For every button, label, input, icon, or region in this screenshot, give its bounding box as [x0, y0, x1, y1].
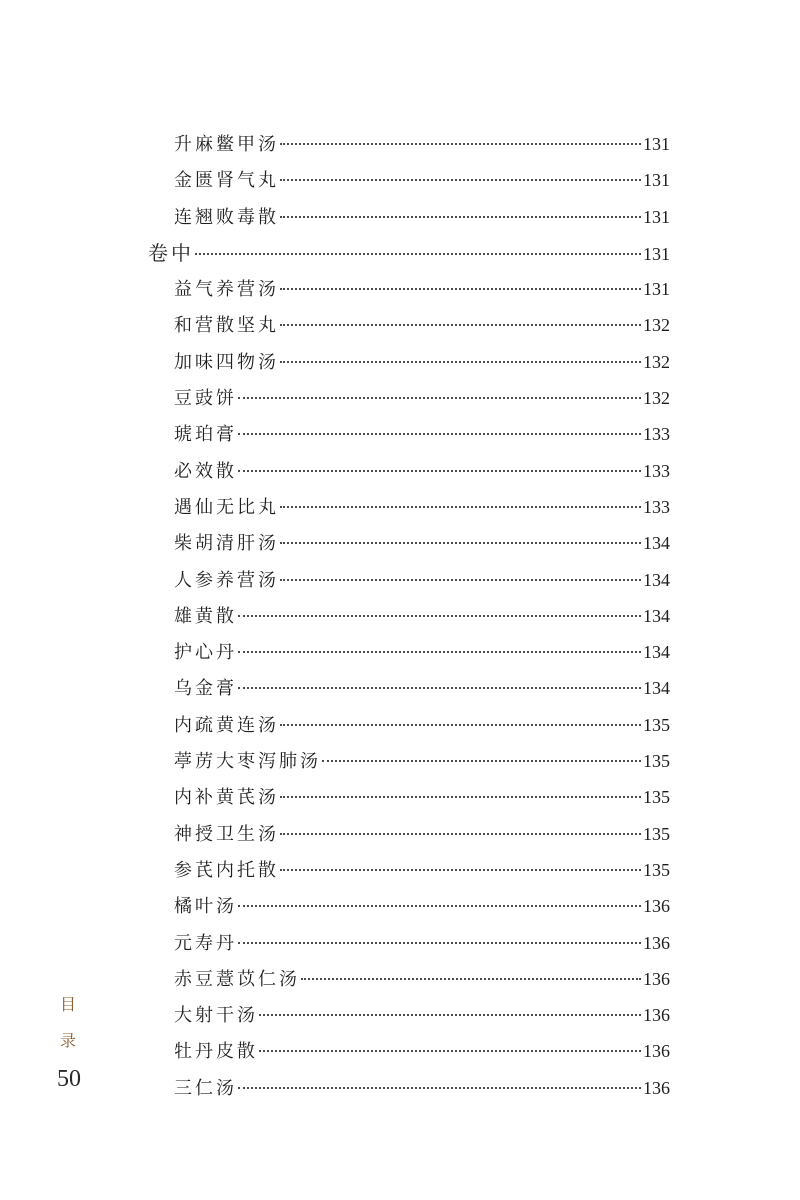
toc-entry-title: 护心丹	[174, 642, 237, 664]
toc-dot-leader	[280, 579, 641, 581]
toc-entry-page: 134	[643, 533, 670, 554]
toc-dot-leader	[280, 506, 641, 508]
toc-entry-title: 人参养营汤	[174, 569, 279, 591]
toc-entry-row	[148, 199, 670, 235]
toc-entry-page: 131	[643, 243, 670, 264]
toc-entry-page: 133	[643, 496, 670, 517]
toc-entry-title: 益气养营汤	[174, 279, 279, 301]
toc-entry-row	[148, 816, 670, 852]
section-label-lu: 录	[59, 1031, 76, 1050]
toc-dot-leader	[238, 942, 641, 944]
toc-entry-row	[148, 888, 670, 924]
toc-entry-page: 136	[643, 896, 670, 917]
toc-entry-row	[148, 1033, 670, 1069]
toc-entry-page: 136	[643, 1041, 670, 1062]
toc-entry-title: 豆豉饼	[174, 388, 237, 410]
toc-dot-leader	[238, 470, 641, 472]
toc-entry-row	[148, 162, 670, 198]
toc-dot-leader	[280, 216, 641, 218]
toc-dot-leader	[238, 651, 641, 653]
toc-dot-leader	[301, 978, 641, 980]
toc-entry-page: 131	[643, 206, 670, 227]
toc-entry-title: 和营散坚丸	[174, 315, 279, 337]
toc-dot-leader	[280, 179, 641, 181]
toc-entry-row	[148, 307, 670, 343]
toc-chapter-row	[148, 235, 670, 271]
toc-entry-row	[148, 743, 670, 779]
toc-dot-leader	[259, 1050, 641, 1052]
toc-entry-row	[148, 598, 670, 634]
toc-entry-title: 赤豆薏苡仁汤	[174, 968, 300, 990]
toc-entry-page: 132	[643, 388, 670, 409]
toc-entry-page: 136	[643, 1077, 670, 1098]
toc-entry-row	[148, 852, 670, 888]
toc-dot-leader	[280, 833, 641, 835]
toc-entry-page: 134	[643, 569, 670, 590]
toc-entry-title: 卷中	[148, 240, 194, 265]
toc-entry-title: 内补黄芪汤	[174, 787, 279, 809]
toc-entry-row	[148, 670, 670, 706]
toc-entry-row	[148, 707, 670, 743]
toc-entry-page: 131	[643, 134, 670, 154]
toc-dot-leader	[280, 324, 641, 326]
toc-dot-leader	[280, 724, 641, 726]
toc-entry-row	[148, 562, 670, 598]
toc-entry-page: 135	[643, 823, 670, 844]
toc-entry-row	[148, 925, 670, 961]
toc-entry-row	[148, 997, 670, 1033]
toc-dot-leader	[238, 687, 641, 689]
toc-dot-leader	[238, 905, 641, 907]
toc-entry-page: 133	[643, 460, 670, 481]
table-of-contents	[148, 126, 670, 1106]
toc-entry-title: 三仁汤	[174, 1077, 237, 1099]
toc-dot-leader	[259, 1014, 641, 1016]
toc-dot-leader	[238, 433, 641, 435]
toc-dot-leader	[280, 869, 641, 871]
toc-entry-page: 134	[643, 605, 670, 626]
toc-entry-page: 132	[643, 351, 670, 372]
toc-entry-title: 升麻鳖甲汤	[174, 134, 279, 155]
toc-entry-page: 135	[643, 714, 670, 735]
toc-entry-row	[148, 961, 670, 997]
toc-entry-row	[148, 634, 670, 670]
toc-entry-title: 葶苈大枣泻肺汤	[174, 751, 321, 773]
toc-entry-title: 雄黄散	[174, 605, 237, 627]
toc-entry-title: 金匮肾气丸	[174, 170, 279, 192]
toc-dot-leader	[280, 361, 641, 363]
toc-dot-leader	[280, 542, 641, 544]
toc-entry-title: 神授卫生汤	[174, 823, 279, 845]
toc-dot-leader	[280, 143, 641, 145]
toc-entry-row	[148, 489, 670, 525]
toc-entry-title: 橘叶汤	[174, 896, 237, 918]
toc-entry-page: 134	[643, 642, 670, 663]
toc-entry-page: 132	[643, 315, 670, 336]
toc-entry-page: 136	[643, 968, 670, 989]
toc-entry-title: 加味四物汤	[174, 351, 279, 373]
toc-entry-page: 131	[643, 279, 670, 300]
toc-dot-leader	[280, 288, 641, 290]
toc-entry-title: 柴胡清肝汤	[174, 533, 279, 555]
toc-entry-row	[148, 779, 670, 815]
toc-entry-page: 135	[643, 751, 670, 772]
toc-dot-leader	[238, 397, 641, 399]
toc-entry-title: 元寿丹	[174, 932, 237, 954]
toc-dot-leader	[322, 760, 641, 762]
toc-entry-title: 琥珀膏	[174, 424, 237, 446]
toc-entry-title: 参芪内托散	[174, 859, 279, 881]
toc-dot-leader	[238, 1087, 641, 1089]
toc-entry-title: 大射干汤	[174, 1005, 258, 1027]
section-label-mu: 目	[59, 995, 76, 1014]
page-number: 50	[57, 1066, 81, 1092]
toc-entry-title: 必效散	[174, 460, 237, 482]
toc-entry-title: 乌金膏	[174, 678, 237, 700]
toc-entry-title: 连翘败毒散	[174, 206, 279, 228]
toc-entry-row	[148, 1070, 670, 1106]
toc-entry-page: 136	[643, 932, 670, 953]
toc-entry-row	[148, 271, 670, 307]
toc-entry-title: 牡丹皮散	[174, 1041, 258, 1063]
toc-entry-title: 遇仙无比丸	[174, 496, 279, 518]
toc-entry-title: 内疏黄连汤	[174, 714, 279, 736]
toc-entry-page: 136	[643, 1005, 670, 1026]
toc-entry-page: 133	[643, 424, 670, 445]
toc-entry-row	[148, 416, 670, 452]
toc-dot-leader	[238, 615, 641, 617]
toc-entry-page: 135	[643, 859, 670, 880]
toc-entry-page: 131	[643, 170, 670, 191]
toc-entry-row	[148, 380, 670, 416]
toc-entry-row	[148, 126, 670, 162]
toc-dot-leader	[195, 253, 641, 255]
toc-entry-row	[148, 344, 670, 380]
toc-dot-leader	[280, 796, 641, 798]
toc-entry-page: 134	[643, 678, 670, 699]
toc-entry-row	[148, 525, 670, 561]
toc-entry-page: 135	[643, 787, 670, 808]
toc-entry-row	[148, 453, 670, 489]
